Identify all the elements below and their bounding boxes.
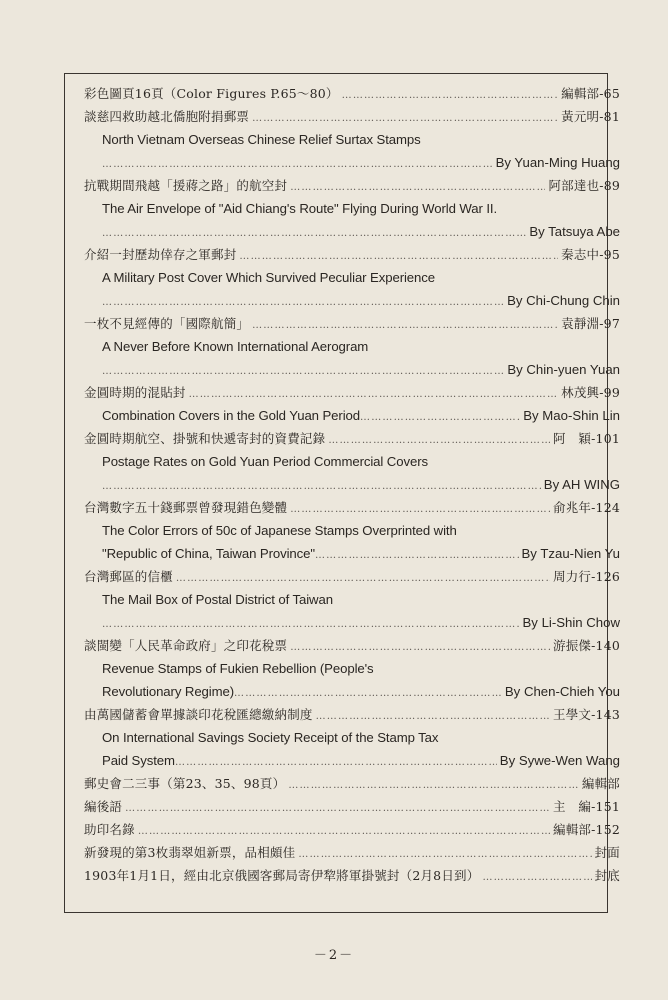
leader-dots bbox=[342, 84, 559, 107]
leader-dots bbox=[315, 544, 519, 567]
entry-byline-author: By Sywe-Wen Wang bbox=[499, 753, 620, 768]
leader-dots bbox=[102, 153, 493, 176]
entry-author-page: 秦志中-95 bbox=[561, 247, 620, 262]
entry-title-en: A Never Before Known International Aerogram bbox=[102, 339, 369, 354]
entry-title-en: The Mail Box of Postal District of Taiwan bbox=[102, 592, 333, 607]
entry-title-en: Revolutionary Regime) bbox=[102, 684, 235, 699]
toc-entry-byline bbox=[84, 542, 620, 565]
leader-dots bbox=[175, 751, 497, 774]
toc-entry-byline bbox=[84, 473, 620, 496]
entry-title-en: Revenue Stamps of Fukien Rebellion (People's bbox=[102, 661, 374, 676]
toc-entry-title-line bbox=[84, 565, 620, 588]
toc-entry-title-line bbox=[84, 243, 620, 266]
entry-title-zh: 金圓時期的混貼封 bbox=[84, 385, 186, 400]
toc-entry-byline bbox=[84, 749, 620, 772]
entry-title-zh: 一枚不見經傳的「國際航簡」 bbox=[84, 316, 250, 331]
toc-entry-title-line bbox=[84, 82, 620, 105]
entry-title-zh: 助印名錄 bbox=[84, 822, 135, 837]
toc-entry-title-line bbox=[84, 381, 620, 404]
entry-title-zh: 新發現的第3枚翡翠姐新票，品相頗佳 bbox=[84, 845, 296, 860]
entry-title-zh: 談閩變「人民革命政府」之印花稅票 bbox=[84, 638, 288, 653]
leader-dots bbox=[125, 797, 550, 820]
leader-dots bbox=[290, 498, 550, 521]
entry-title-en: North Vietnam Overseas Chinese Relief Surtax Stamps bbox=[102, 132, 421, 147]
entry-title-zh: 1903年1月1日，經由北京俄國客郵局寄伊犂將軍掛號封（2月8日到） bbox=[84, 868, 480, 883]
toc-entry-title-line bbox=[84, 427, 620, 450]
entry-author-page: 游振傑-140 bbox=[553, 638, 620, 653]
toc-entry-title-line bbox=[84, 703, 620, 726]
leader-dots bbox=[482, 866, 591, 889]
toc-entry-english-line bbox=[84, 726, 620, 749]
entry-byline-author: By Tzau-Nien Yu bbox=[521, 546, 620, 561]
leader-dots bbox=[102, 475, 541, 498]
entry-title-zh: 由萬國儲蓄會單據談印花稅匯總繳納制度 bbox=[84, 707, 313, 722]
entry-author-page: 主 編-151 bbox=[553, 799, 620, 814]
entry-title-zh: 編後語 bbox=[84, 799, 123, 814]
leader-dots bbox=[102, 360, 504, 383]
entry-title-zh: 郵史會二三事（第23、35、98頁） bbox=[84, 776, 286, 791]
leader-dots bbox=[138, 820, 550, 843]
entry-title-en: A Military Post Cover Which Survived Peculiar Experience bbox=[102, 270, 436, 285]
leader-dots bbox=[189, 383, 559, 406]
leader-dots bbox=[290, 176, 545, 199]
entry-author-page: 俞兆年-124 bbox=[553, 500, 620, 515]
entry-author-page: 周力行-126 bbox=[553, 569, 620, 584]
entry-title-zh: 台灣數字五十錢郵票曾發現錯色變體 bbox=[84, 500, 288, 515]
entry-title-zh: 台灣郵區的信櫃 bbox=[84, 569, 173, 584]
toc-entry-title-line bbox=[84, 772, 620, 795]
toc-entry-english-line bbox=[84, 335, 620, 358]
entry-byline-author: By Chi-Chung Chin bbox=[507, 293, 620, 308]
entry-title-zh: 抗戰期間飛越「援蔣之路」的航空封 bbox=[84, 178, 288, 193]
page-number: －2－ bbox=[313, 948, 355, 963]
toc-entry-byline bbox=[84, 358, 620, 381]
toc-entry-title-line bbox=[84, 818, 620, 841]
entry-title-en: The Color Errors of 50c of Japanese Stamps Overprinted with bbox=[102, 523, 457, 538]
leader-dots bbox=[239, 245, 558, 268]
toc-entry-byline bbox=[84, 151, 620, 174]
entry-byline-author: By Chin-yuen Yuan bbox=[507, 362, 620, 377]
toc-entry-english-line bbox=[84, 266, 620, 289]
toc-entry-english-line bbox=[84, 128, 620, 151]
entry-author-page: 袁靜淵-97 bbox=[561, 316, 620, 331]
entry-title-zh: 介紹一封歷劫倖存之軍郵封 bbox=[84, 247, 237, 262]
entry-author-page: 封面 bbox=[594, 845, 620, 860]
toc-entry-title-line bbox=[84, 864, 620, 887]
entry-title-zh: 彩色圖頁16頁（Color Figures P.65～80） bbox=[84, 86, 339, 101]
toc-entry-english-line bbox=[84, 450, 620, 473]
leader-dots bbox=[102, 222, 526, 245]
entry-author-page: 阿部達也-89 bbox=[548, 178, 620, 193]
entry-title-en: Combination Covers in the Gold Yuan Period bbox=[102, 408, 360, 423]
toc-entry-english-line bbox=[84, 197, 620, 220]
toc-entry-title-line bbox=[84, 312, 620, 335]
leader-dots bbox=[252, 314, 558, 337]
entry-author-page: 編輯部-152 bbox=[553, 822, 620, 837]
toc-entry-english-line bbox=[84, 588, 620, 611]
toc-entry-title-line bbox=[84, 174, 620, 197]
entry-byline-author: By Li-Shin Chow bbox=[522, 615, 620, 630]
leader-dots bbox=[288, 774, 579, 797]
toc-entry-byline bbox=[84, 680, 620, 703]
entry-author-page: 林茂興-99 bbox=[561, 385, 620, 400]
leader-dots bbox=[290, 636, 550, 659]
entry-author-page: 黃元明-81 bbox=[561, 109, 620, 124]
toc-entry-title-line bbox=[84, 795, 620, 818]
entry-title-en: The Air Envelope of "Aid Chiang's Route" Flying During World War II. bbox=[102, 201, 498, 216]
toc-entry-english-line bbox=[84, 519, 620, 542]
entry-author-page: 阿 穎-101 bbox=[553, 431, 620, 446]
leader-dots bbox=[102, 291, 504, 314]
toc-entry-title-line bbox=[84, 105, 620, 128]
entry-title-en: Paid System bbox=[102, 753, 175, 768]
entry-author-page: 編輯部 bbox=[581, 776, 620, 791]
entry-author-page: 封底 bbox=[594, 868, 620, 883]
toc-entry-english-line bbox=[84, 657, 620, 680]
leader-dots bbox=[360, 406, 520, 429]
entry-title-en: On International Savings Society Receipt of the Stamp Tax bbox=[102, 730, 439, 745]
leader-dots bbox=[176, 567, 550, 590]
toc-entry-byline bbox=[84, 404, 620, 427]
toc-entry-title-line bbox=[84, 634, 620, 657]
toc-entry-title-line bbox=[84, 841, 620, 864]
entry-author-page: 編輯部-65 bbox=[561, 86, 620, 101]
entry-title-en: Postage Rates on Gold Yuan Period Commercial Covers bbox=[102, 454, 428, 469]
leader-dots bbox=[328, 429, 550, 452]
entry-byline-author: By Chen-Chieh You bbox=[504, 684, 620, 699]
entry-title-zh: 金圓時期航空、掛號和快遞寄封的資費記錄 bbox=[84, 431, 326, 446]
toc-entry-byline bbox=[84, 289, 620, 312]
entry-byline-author: By AH WING bbox=[543, 477, 620, 492]
leader-dots bbox=[234, 682, 502, 705]
leader-dots bbox=[298, 843, 591, 866]
table-of-contents bbox=[84, 82, 620, 887]
entry-author-page: 王學文-143 bbox=[553, 707, 620, 722]
leader-dots bbox=[316, 705, 550, 728]
entry-byline-author: By Mao-Shin Lin bbox=[523, 408, 620, 423]
toc-entry-byline bbox=[84, 220, 620, 243]
toc-entry-title-line bbox=[84, 496, 620, 519]
entry-byline-author: By Tatsuya Abe bbox=[529, 224, 620, 239]
entry-byline-author: By Yuan-Ming Huang bbox=[495, 155, 620, 170]
entry-title-zh: 談慈四救助越北僑胞附捐郵票 bbox=[84, 109, 250, 124]
toc-entry-byline bbox=[84, 611, 620, 634]
leader-dots bbox=[252, 107, 558, 130]
entry-title-en: "Republic of China, Taiwan Province" bbox=[102, 546, 315, 561]
leader-dots bbox=[102, 613, 520, 636]
